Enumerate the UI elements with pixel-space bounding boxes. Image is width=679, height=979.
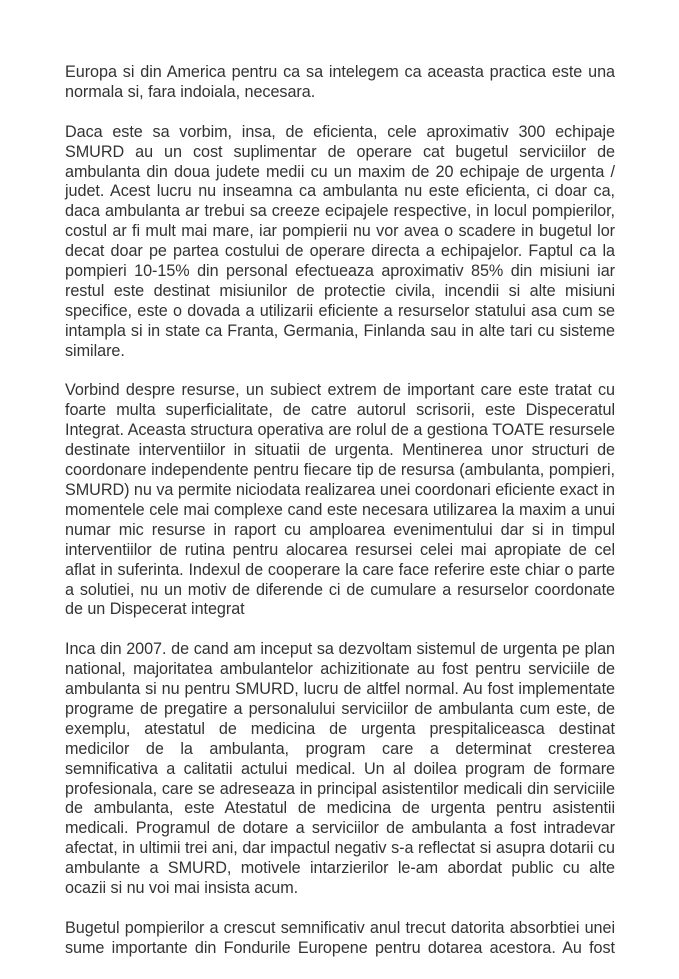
paragraph-efficiency: Daca este sa vorbim, insa, de eficienta, cele aproximativ 300 echipaje SMURD au un cost suplimentar de operare cat bugetul serviciilor de ambulanta din doua judete medii cu un maxim de 20 echipaje de urgenta / judet. Acest lucru nu inseamna ca ambulanta nu este eficienta, ci doar ca, daca ambulanta ar trebui sa creeze ecipajele respective, in locul pompierilor, costul ar fi mult mai mare, iar pompierii nu vor avea o scadere in bugetul lor decat doar pe partea costului de operare directa a echipajelor. Faptul ca la pompieri 10-15% din personal efectueaza aproximativ 85% din misiuni iar restul este destinat misiunilor de protectie civila, incendii si alte misiuni specifice, este o dovada a utilizarii eficiente a resurselor statului asa cum se intampla si in state ca Franta, Germania, Finlanda sau in alte tari cu sisteme similare. <box>65 122 615 360</box>
paragraph-dispatch-center: Vorbind despre resurse, un subiect extrem de important care este tratat cu foarte multa superficialitate, de catre autorul scrisorii, este Dispeceratul Integrat. Aceasta structura operativa are rolul de a gestiona TOATE resursele destinate interventiilor in situatii de urgenta. Mentinerea unor structuri de coordonare independente pentru fiecare tip de resursa (ambulanta, pompieri, SMURD) nu va permite niciodata realizarea unei coordonari eficiente exact in momentele cele mai complexe cand este necesara utilizarea la maxim a unui numar mic resurse in raport cu amploarea evenimentului dar si in timpul interventiilor de rutina pentru alocarea resursei celei mai apropiate de cel aflat in suferinta. Indexul de cooperare la care face referire este chiar o parte a solutiei, nu un motiv de diferende ci de cumulare a resurselor coordonate de un Dispecerat integrat <box>65 381 615 619</box>
paragraph-firefighters-budget: Bugetul pompierilor a crescut semnificativ anul trecut datorita absorbtiei unei sume importante din Fondurile Europene pentru dotarea acestora. Au fost <box>65 918 615 957</box>
paragraph-ambulance-programs: Inca din 2007. de cand am inceput sa dezvoltam sistemul de urgenta pe plan national, majoritatea ambulantelor achizitionate au fost pentru serviciile de ambulanta si nu pentru SMURD, lucru de altfel normal. Au fost implementate programe de pregatire a personalului serviciilor de ambulanta cum este, de exemplu, atestatul de medicina de urgenta prespitaliceasca destinat medicilor de la ambulanta, program care a determinat cresterea semnificativa a calitatii actului medical. Un al doilea program de formare profesionala, care se adreseaza in principal asistentilor medicali din serviciile de ambulanta, este Atestatul de medicina de urgenta pentru asistentii medicali. Programul de dotare a serviciilor de ambulanta a fost intradevar afectat, in ultimii trei ani, dar impactul negativ s-a reflectat si asupra dotarii cu ambulante a SMURD, motivele intarzierilor le-am abordat public cu alte ocazii si nu voi mai insista acum. <box>65 640 615 898</box>
document-page <box>65 63 615 979</box>
paragraph-intro-continuation: Europa si din America pentru ca sa intelegem ca aceasta practica este una normala si, fara indoiala, necesara. <box>65 63 615 101</box>
